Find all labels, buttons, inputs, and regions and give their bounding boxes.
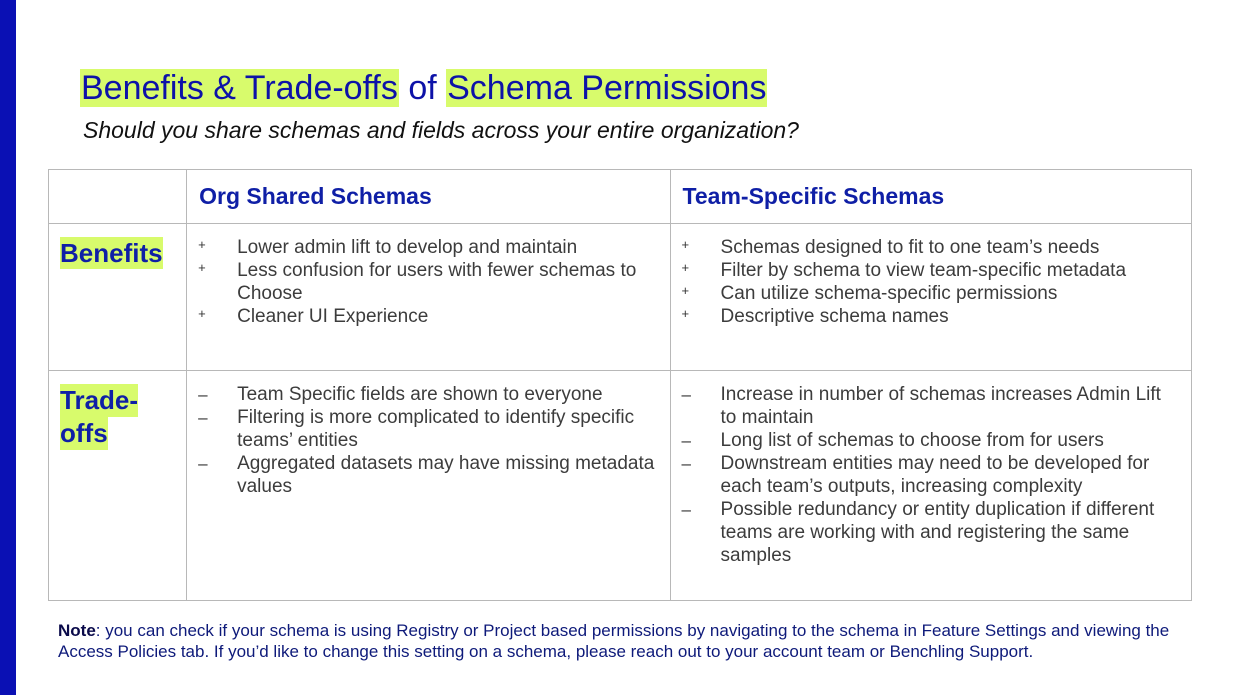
minus-bullet: – — [198, 385, 208, 404]
title-highlight-schema-permissions: Schema Permissions — [447, 69, 767, 107]
minus-bullet: – — [198, 454, 208, 473]
minus-bullet: – — [681, 385, 691, 404]
plus-bullet: + — [198, 237, 206, 252]
plus-bullet: + — [681, 260, 690, 275]
benefits-row — [49, 224, 1192, 371]
corner-cell — [49, 170, 187, 224]
list-item: + Can utilize schema-specific permissions — [681, 283, 1058, 304]
table-header-row — [49, 170, 1192, 224]
list-item: – Long list of schemas to choose from for users — [681, 430, 1104, 451]
plus-bullet: + — [198, 260, 206, 275]
title-connector: of — [398, 69, 447, 107]
benefits-label-cell — [49, 224, 187, 371]
minus-bullet: – — [681, 454, 691, 473]
column-heading-team-specific: Team-Specific Schemas — [682, 183, 945, 209]
row-label-tradeoffs: Trade- offs — [60, 385, 139, 448]
header-cell-team — [670, 170, 1191, 224]
list-item: + Schemas designed to fit to one team’s needs — [681, 237, 1100, 258]
plus-bullet: + — [198, 306, 206, 321]
tradeoffs-team-cell — [670, 371, 1191, 601]
list-item: – Filtering is more complicated to identify specific teams’ entities — [198, 407, 635, 451]
tradeoffs-org-cell — [187, 371, 670, 601]
plus-bullet: + — [681, 237, 690, 252]
benefits-org-cell — [187, 224, 670, 371]
tradeoffs-label-cell — [49, 371, 187, 601]
minus-bullet: – — [681, 500, 691, 519]
list-item: – Possible redundancy or entity duplication if different teams are working with and registering the same samples — [681, 499, 1155, 566]
benefits-team-cell — [670, 224, 1191, 371]
tradeoffs-team-list — [671, 371, 1191, 567]
benefits-team-list — [671, 224, 1191, 328]
tradeoffs-row — [49, 371, 1192, 601]
list-item: – Aggregated datasets may have missing metadata values — [198, 453, 655, 497]
slide-subtitle: Should you share schemas and fields across your entire organization? — [83, 117, 799, 143]
row-label-benefits: Benefits — [60, 238, 163, 268]
list-item: + Less confusion for users with fewer schemas to Choose — [198, 260, 637, 304]
benefits-org-list — [187, 224, 669, 328]
footnote — [58, 620, 1183, 662]
header-cell-org — [187, 170, 670, 224]
note-label: Note — [58, 621, 96, 640]
minus-bullet: – — [681, 431, 691, 450]
side-accent-bar — [0, 0, 16, 695]
list-item: + Filter by schema to view team-specific metadata — [681, 260, 1127, 281]
slide-title — [80, 66, 767, 110]
tradeoffs-org-list — [187, 371, 669, 498]
title-highlight-benefits: Benefits & Trade-offs — [81, 69, 398, 107]
comparison-table — [48, 169, 1192, 601]
list-item: – Team Specific fields are shown to everyone — [198, 384, 603, 405]
list-item: + Lower admin lift to develop and maintain — [198, 237, 578, 258]
plus-bullet: + — [681, 306, 690, 321]
list-item: – Increase in number of schemas increases Admin Lift to maintain — [681, 384, 1161, 428]
column-heading-org-shared: Org Shared Schemas — [199, 183, 432, 209]
list-item: + Cleaner UI Experience — [198, 306, 429, 327]
minus-bullet: – — [198, 408, 208, 427]
plus-bullet: + — [681, 283, 690, 298]
list-item: + Descriptive schema names — [681, 306, 949, 327]
note-text: : you can check if your schema is using Registry or Project based permissions by navigating to the schema in Feature Settings and viewing the Access Policies tab. If you’d like to change this setting on a schema, please reach out to your account team or Benchling Support. — [58, 621, 1170, 661]
list-item: – Downstream entities may need to be developed for each team’s outputs, increasing complexity — [681, 453, 1150, 497]
